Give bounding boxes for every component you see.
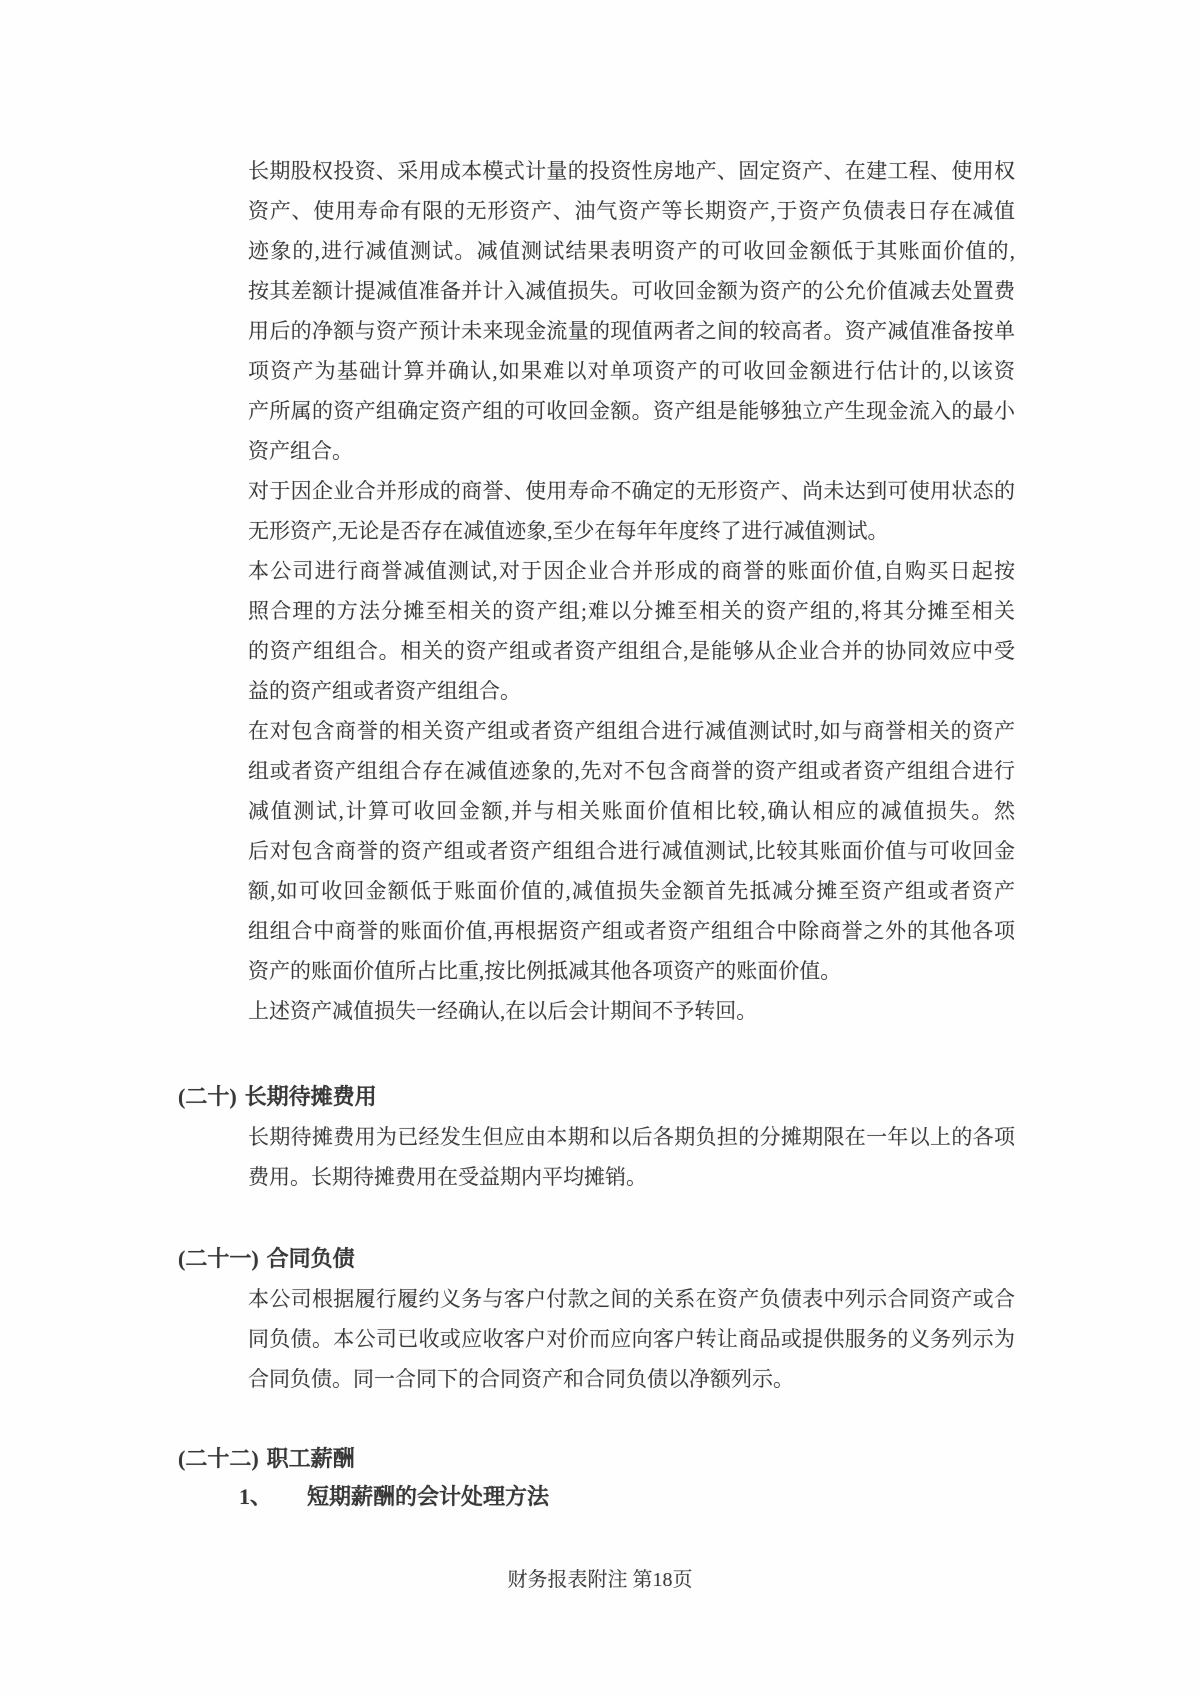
text-line: 资产的账面价值所占比重,按比例抵减其他各项资产的账面价值。	[248, 959, 842, 983]
subsection-title: 短期薪酬的会计处理方法	[307, 1484, 550, 1509]
text-line: 项资产为基础计算并确认,如果难以对单项资产的可收回金额进行估计的,以该资	[248, 359, 1015, 383]
paragraph-goodwill-impairment-test	[248, 711, 1015, 991]
text-line: 长期待摊费用为已经发生但应由本期和以后各期负担的分摊期限在一年以上的各项	[248, 1125, 1015, 1149]
text-line: 对于因企业合并形成的商誉、使用寿命不确定的无形资产、尚未达到可使用状态的	[248, 479, 1015, 503]
text-line: 无形资产,无论是否存在减值迹象,至少在每年年度终了进行减值测试。	[248, 519, 889, 543]
paragraph-goodwill-allocation	[248, 551, 1015, 711]
paragraph-contract-liabilities	[248, 1279, 1015, 1399]
text-line: 组或者资产组组合存在减值迹象的,先对不包含商誉的资产组或者资产组组合进行	[248, 759, 1015, 783]
text-line: 产所属的资产组确定资产组的可收回金额。资产组是能够独立产生现金流入的最小	[248, 399, 1015, 423]
section-body-contract-liabilities	[248, 1279, 1015, 1399]
text-line: 益的资产组或者资产组组合。	[248, 679, 521, 703]
paragraph-goodwill-annual-test	[248, 471, 1015, 551]
text-line: 后对包含商誉的资产组或者资产组组合进行减值测试,比较其账面价值与可收回金	[248, 839, 1015, 863]
section-number: (二十)	[178, 1084, 237, 1109]
text-line: 资产组合。	[248, 439, 353, 463]
section-heading-contract-liabilities	[178, 1239, 355, 1279]
text-line: 合同负债。同一合同下的合同资产和合同负债以净额列示。	[248, 1367, 794, 1391]
text-line: 组组合中商誉的账面价值,再根据资产组或者资产组组合中除商誉之外的其他各项	[248, 919, 1015, 943]
section-body-long-term-deferred-expenses	[248, 1117, 1015, 1197]
section-title: 职工薪酬	[266, 1446, 355, 1471]
text-line: 费用。长期待摊费用在受益期内平均摊销。	[248, 1165, 647, 1189]
section-heading-long-term-deferred-expenses	[178, 1077, 377, 1117]
text-line: 用后的净额与资产预计未来现金流量的现值两者之间的较高者。资产减值准备按单	[248, 319, 1015, 343]
section-heading-employee-compensation	[178, 1439, 355, 1479]
impairment-policy-paragraphs	[248, 151, 1015, 1031]
text-line: 在对包含商誉的相关资产组或者资产组组合进行减值测试时,如与商誉相关的资产	[248, 719, 1015, 743]
text-line: 减值测试,计算可收回金额,并与相关账面价值相比较,确认相应的减值损失。然	[248, 799, 1015, 823]
subsection-heading-short-term-compensation	[239, 1477, 549, 1517]
text-line: 长期股权投资、采用成本模式计量的投资性房地产、固定资产、在建工程、使用权	[248, 159, 1015, 183]
paragraph-long-term-asset-impairment	[248, 151, 1015, 471]
text-line: 上述资产减值损失一经确认,在以后会计期间不予转回。	[248, 999, 758, 1023]
text-line: 本公司进行商誉减值测试,对于因企业合并形成的商誉的账面价值,自购买日起按	[248, 559, 1015, 583]
text-line: 按其差额计提减值准备并计入减值损失。可收回金额为资产的公允价值减去处置费	[248, 279, 1015, 303]
paragraph-long-term-deferred-expenses	[248, 1117, 1015, 1197]
subsection-number: 1、	[239, 1484, 273, 1509]
text-line: 额,如可收回金额低于账面价值的,减值损失金额首先抵减分摊至资产组或者资产	[248, 879, 1015, 903]
section-number: (二十一)	[178, 1246, 259, 1271]
text-line: 本公司根据履行履约义务与客户付款之间的关系在资产负债表中列示合同资产或合	[248, 1287, 1015, 1311]
section-title: 长期待摊费用	[244, 1084, 377, 1109]
section-title: 合同负债	[266, 1246, 355, 1271]
text-line: 资产、使用寿命有限的无形资产、油气资产等长期资产,于资产负债表日存在减值	[248, 199, 1015, 223]
text-line: 照合理的方法分摊至相关的资产组;难以分摊至相关的资产组的,将其分摊至相关	[248, 599, 1015, 623]
text-line: 的资产组组合。相关的资产组或者资产组组合,是能够从企业合并的协同效应中受	[248, 639, 1015, 663]
text-line: 迹象的,进行减值测试。减值测试结果表明资产的可收回金额低于其账面价值的,	[248, 239, 1015, 263]
section-number: (二十二)	[178, 1446, 259, 1471]
text-line: 同负债。本公司已收或应收客户对价而应向客户转让商品或提供服务的义务列示为	[248, 1327, 1015, 1351]
page-footer: 财务报表附注 第18页	[507, 1569, 693, 1591]
paragraph-no-reversal	[248, 991, 1015, 1031]
